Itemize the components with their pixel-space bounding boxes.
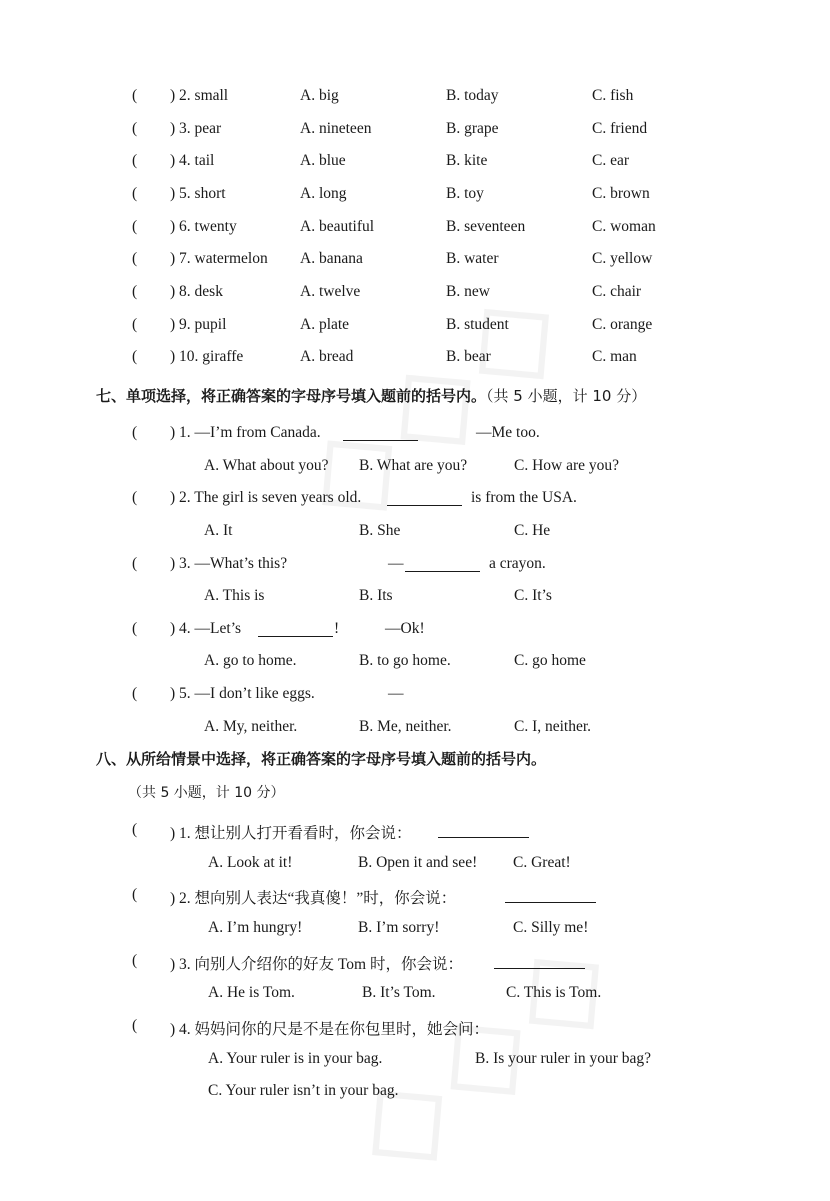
option-a: A. blue (300, 152, 346, 169)
answer-paren[interactable]: ( (132, 218, 138, 235)
section-8-title: 八、从所给情景中选择，将正确答案的字母序号填入题前的括号内。 (96, 750, 547, 768)
option-b: B. to go home. (359, 652, 451, 669)
option-a: A. This is (204, 587, 265, 604)
option-c: C. I, neither. (514, 718, 592, 735)
answer-blank[interactable] (505, 888, 596, 903)
option-b: B. What are you? (359, 457, 468, 474)
option-a: A. Look at it! (208, 854, 293, 871)
answer-paren[interactable]: ( (132, 185, 138, 202)
option-b: B. Open it and see! (358, 854, 478, 871)
question-text: ) 7. watermelon (170, 250, 268, 267)
option-b: B. toy (446, 185, 484, 202)
option-c: C. He (514, 522, 551, 539)
answer-paren[interactable]: ( (132, 152, 138, 169)
option-a: A. long (300, 185, 347, 202)
option-c: C. How are you? (514, 457, 620, 474)
question-continue: a crayon. (489, 555, 546, 572)
option-b: B. It’s Tom. (362, 984, 436, 1001)
option-b: B. water (446, 250, 499, 267)
option-b: B. I’m sorry! (358, 919, 440, 936)
option-b: B. Is your ruler in your bag? (475, 1050, 652, 1067)
option-a: A. He is Tom. (208, 984, 295, 1001)
option-b: B. Me, neither. (359, 718, 452, 735)
question-text: ) 8. desk (170, 283, 223, 300)
option-c: C. brown (592, 185, 650, 202)
option-a: A. banana (300, 250, 363, 267)
option-c: C. It’s (514, 587, 552, 604)
answer-paren[interactable]: ( (132, 555, 138, 572)
option-c: C. ear (592, 152, 630, 169)
question-text: ) 2. small (170, 87, 229, 104)
question-text: ) 9. pupil (170, 316, 227, 333)
option-c: C. This is Tom. (506, 984, 602, 1001)
option-a: A. go to home. (204, 652, 297, 669)
answer-paren[interactable]: ( (132, 489, 138, 506)
answer-blank[interactable] (343, 426, 418, 441)
reply-dash: — (388, 555, 404, 572)
answer-paren[interactable]: ( (132, 1017, 138, 1034)
answer-paren[interactable]: ( (132, 952, 138, 969)
answer-paren[interactable]: ( (132, 250, 138, 267)
option-b: B. bear (446, 348, 491, 365)
question-text: ) 1. —I’m from Canada. (170, 424, 321, 441)
question-continue: is from the USA. (471, 489, 577, 506)
option-a: A. big (300, 87, 339, 104)
option-b: B. today (446, 87, 499, 104)
option-a: A. My, neither. (204, 718, 298, 735)
option-b: B. Its (359, 587, 393, 604)
option-a: A. What about you? (204, 457, 329, 474)
question-text: ) 6. twenty (170, 218, 237, 235)
question-text: ) 2. 想向别人表达“我真傻！”时，你会说： (170, 890, 457, 907)
option-b: B. seventeen (446, 218, 526, 235)
answer-blank[interactable] (494, 954, 585, 969)
question-text: ) 1. 想让别人打开看看时，你会说： (170, 825, 412, 842)
option-b: B. grape (446, 120, 499, 137)
option-a: A. plate (300, 316, 350, 333)
answer-paren[interactable]: ( (132, 886, 138, 903)
question-text: ) 5. short (170, 185, 226, 202)
option-c: C. woman (592, 218, 656, 235)
option-b: B. student (446, 316, 509, 333)
option-c: C. chair (592, 283, 642, 300)
option-c: C. man (592, 348, 637, 365)
option-a: A. I’m hungry! (208, 919, 303, 936)
option-a: A. bread (300, 348, 354, 365)
answer-blank[interactable] (258, 622, 333, 637)
question-text: ) 3. pear (170, 120, 222, 137)
question-text: ) 4. tail (170, 152, 215, 169)
section-7-score: （共 5 小题，计 10 分） (486, 387, 647, 405)
option-c: C. Your ruler isn’t in your bag. (208, 1082, 399, 1099)
answer-paren[interactable]: ( (132, 283, 138, 300)
option-a: A. beautiful (300, 218, 375, 235)
question-text: ) 2. The girl is seven years old. (170, 489, 362, 506)
answer-paren[interactable]: ( (132, 424, 138, 441)
section-7-heading (96, 385, 646, 406)
answer-blank[interactable] (405, 557, 480, 572)
question-reply: —Ok! (385, 620, 425, 637)
option-c: C. Great! (513, 854, 571, 871)
answer-paren[interactable]: ( (132, 620, 138, 637)
question-text: ) 4. —Let’s (170, 620, 242, 637)
option-a: A. nineteen (300, 120, 372, 137)
option-a: A. Your ruler is in your bag. (208, 1050, 383, 1067)
question-text: ) 10. giraffe (170, 348, 244, 365)
answer-paren[interactable]: ( (132, 348, 138, 365)
option-c: C. friend (592, 120, 648, 137)
section-7-title: 七、单项选择，将正确答案的字母序号填入题前的括号内。 (96, 387, 487, 405)
option-c: C. go home (514, 652, 586, 669)
option-a: A. It (204, 522, 233, 539)
answer-paren[interactable]: ( (132, 120, 138, 137)
question-reply: — (388, 685, 404, 702)
option-b: B. kite (446, 152, 488, 169)
answer-paren[interactable]: ( (132, 87, 138, 104)
option-b: B. new (446, 283, 490, 300)
option-c: C. yellow (592, 250, 653, 267)
exclamation: ! (334, 620, 340, 637)
option-c: C. fish (592, 87, 634, 104)
question-text: ) 3. 向别人介绍你的好友 Tom 时，你会说： (170, 956, 463, 973)
option-b: B. She (359, 522, 401, 539)
section-8-score: （共 5 小题，计 10 分） (128, 785, 285, 801)
answer-paren[interactable]: ( (132, 821, 138, 838)
question-text: ) 5. —I don’t like eggs. (170, 685, 315, 702)
question-text: ) 3. —What’s this? (170, 555, 288, 572)
option-a: A. twelve (300, 283, 361, 300)
question-reply: —Me too. (476, 424, 540, 441)
option-c: C. Silly me! (513, 919, 589, 936)
option-c: C. orange (592, 316, 653, 333)
answer-paren[interactable]: ( (132, 685, 138, 702)
question-text: ) 4. 妈妈问你的尺是不是在你包里时，她会问： (170, 1021, 490, 1038)
answer-blank[interactable] (387, 491, 462, 506)
answer-blank[interactable] (438, 823, 529, 838)
answer-paren[interactable]: ( (132, 316, 138, 333)
